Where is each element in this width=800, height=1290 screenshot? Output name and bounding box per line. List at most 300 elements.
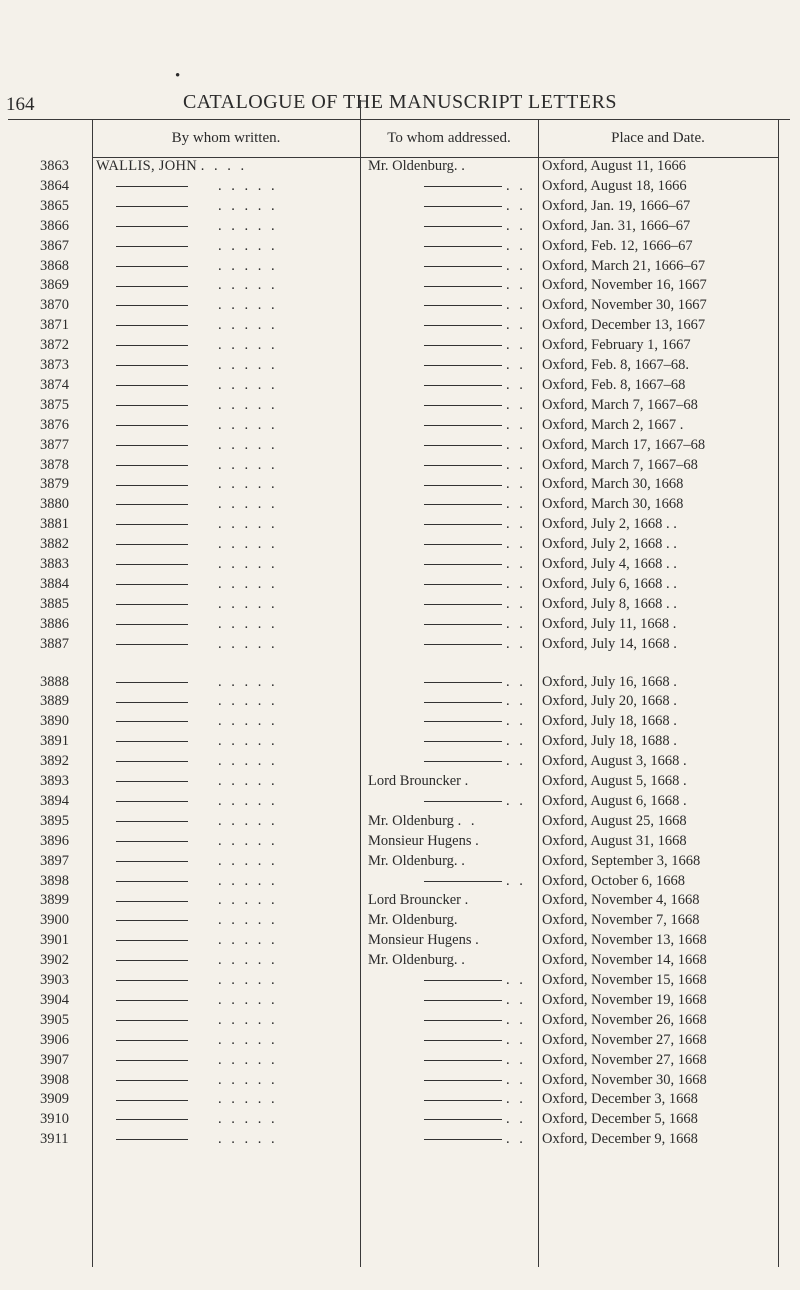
leader-dots: . . . . .	[218, 297, 278, 314]
entry-number: 3881	[40, 516, 69, 533]
ditto-dash	[116, 305, 188, 306]
table-top-rule	[8, 119, 790, 120]
leader-dots: . . . . .	[218, 733, 278, 750]
table-row	[0, 793, 800, 812]
entry-number: 3887	[40, 635, 69, 652]
writer-cell	[96, 1131, 358, 1148]
leader-dots: . . . . .	[218, 635, 278, 652]
table-row	[0, 1032, 800, 1051]
entry-number: 3898	[40, 872, 69, 889]
recipient-name: Mr. Oldenburg	[368, 812, 454, 829]
leader-dots: .	[464, 892, 472, 909]
leader-dots: . .	[506, 1031, 526, 1048]
table-row	[0, 277, 800, 296]
writer-cell	[96, 674, 358, 691]
leader-dots: . . . . .	[218, 177, 278, 194]
leader-dots: . .	[506, 456, 526, 473]
leader-dots: . . . . .	[218, 693, 278, 710]
ditto-dash	[116, 1080, 188, 1081]
entry-number: 3870	[40, 297, 69, 314]
ditto-dash	[116, 1060, 188, 1061]
leader-dots: . .	[506, 595, 526, 612]
leader-dots: . .	[506, 297, 526, 314]
place-date-cell: Oxford, March 30, 1668	[542, 476, 684, 493]
recipient-cell	[368, 1052, 536, 1069]
leader-dots: . .	[506, 536, 526, 553]
recipient-name: Lord Brouncker	[368, 773, 462, 789]
writer-cell	[96, 198, 358, 215]
leader-dots: .	[464, 773, 472, 789]
ditto-dash	[116, 564, 188, 565]
table-row	[0, 1091, 800, 1110]
table-row	[0, 377, 800, 396]
leader-dots: . . . . .	[218, 872, 278, 889]
ditto-dash	[116, 325, 188, 326]
entry-number: 3877	[40, 436, 69, 453]
entry-number: 3885	[40, 595, 69, 612]
ditto-dash	[424, 524, 502, 525]
recipient-cell	[368, 178, 536, 195]
writer-cell	[96, 1052, 358, 1069]
ditto-dash	[116, 761, 188, 762]
table-row	[0, 178, 800, 197]
entry-number: 3911	[40, 1131, 69, 1148]
ditto-dash	[116, 1020, 188, 1021]
recipient-cell	[368, 536, 536, 553]
recipient-cell	[368, 693, 536, 710]
leader-dots: . .	[506, 416, 526, 433]
entry-number: 3867	[40, 237, 69, 254]
table-row	[0, 556, 800, 575]
ditto-dash	[116, 1100, 188, 1101]
writer-name: WALLIS, JOHN	[96, 158, 198, 174]
ditto-dash	[116, 405, 188, 406]
entry-number: 3907	[40, 1051, 69, 1068]
place-date-cell: Oxford, December 9, 1668	[542, 1131, 698, 1148]
table-row	[0, 813, 800, 832]
printer-mark: •	[175, 68, 181, 84]
entry-number: 3894	[40, 792, 69, 809]
table-row	[0, 1052, 800, 1071]
recipient-cell	[368, 476, 536, 493]
place-date-cell: Oxford, August 31, 1668	[542, 832, 687, 849]
ditto-dash	[116, 186, 188, 187]
entry-number: 3886	[40, 615, 69, 632]
leader-dots: . .	[506, 197, 526, 214]
entry-number: 3872	[40, 337, 69, 354]
leader-dots: . . . . .	[218, 952, 278, 969]
recipient-cell	[368, 1072, 536, 1089]
recipient-name: Mr. Oldenburg.	[368, 912, 458, 929]
recipient-name: Monsieur Hugens	[368, 932, 472, 949]
place-date-cell: Oxford, March 7, 1667–68	[542, 396, 698, 413]
entry-number: 3868	[40, 257, 69, 274]
leader-dots: . . . . .	[218, 416, 278, 433]
place-date-cell: Oxford, November 30, 1668	[542, 1071, 707, 1088]
recipient-cell	[368, 596, 536, 613]
place-date-cell: Oxford, August 5, 1668 .	[542, 773, 687, 789]
leader-dots: . .	[506, 516, 526, 533]
recipient-cell	[368, 1111, 536, 1128]
ditto-dash	[424, 365, 502, 366]
ditto-dash	[116, 226, 188, 227]
place-date-cell: Oxford, November 30, 1667	[542, 297, 707, 314]
leader-dots: . .	[506, 476, 526, 493]
writer-cell	[96, 952, 358, 969]
leader-dots: . . . . .	[218, 852, 278, 869]
place-date-cell: Oxford, December 3, 1668	[542, 1091, 698, 1108]
leader-dots: . .	[506, 357, 526, 373]
ditto-dash	[424, 1119, 502, 1120]
ditto-dash	[116, 485, 188, 486]
writer-cell	[96, 912, 358, 929]
table-row	[0, 576, 800, 595]
recipient-name: Mr. Oldenburg.	[368, 158, 458, 174]
ditto-dash	[116, 980, 188, 981]
ditto-dash	[116, 286, 188, 287]
leader-dots: . . . . .	[218, 1051, 278, 1068]
ditto-dash	[116, 920, 188, 921]
entry-number: 3903	[40, 972, 69, 988]
place-date-cell: Oxford, March 2, 1667 .	[542, 416, 684, 433]
writer-cell	[96, 457, 358, 474]
leader-dots: . . . . .	[218, 753, 278, 770]
entry-number: 3873	[40, 357, 69, 373]
ditto-dash	[116, 1040, 188, 1041]
entry-number: 3902	[40, 952, 69, 969]
leader-dots: . .	[506, 177, 526, 194]
ditto-dash	[424, 682, 502, 683]
entry-number: 3865	[40, 197, 69, 214]
place-date-cell: Oxford, November 4, 1668	[542, 892, 700, 909]
recipient-name: Mr. Oldenburg.	[368, 952, 458, 969]
ditto-dash	[116, 741, 188, 742]
writer-cell	[96, 297, 358, 314]
entry-number: 3879	[40, 476, 69, 493]
leader-dots: . . . . .	[218, 575, 278, 592]
place-date-cell: Oxford, July 4, 1668 . .	[542, 556, 677, 572]
entry-number: 3909	[40, 1091, 69, 1108]
recipient-cell	[368, 496, 536, 513]
table-row	[0, 397, 800, 416]
recipient-cell	[368, 1012, 536, 1029]
entry-number: 3866	[40, 217, 69, 234]
ditto-dash	[424, 305, 502, 306]
place-date-cell: Oxford, November 19, 1668	[542, 991, 707, 1008]
ditto-dash	[424, 1100, 502, 1101]
ditto-dash	[424, 286, 502, 287]
leader-dots: .	[475, 932, 482, 949]
leader-dots: . . . . .	[218, 277, 278, 294]
entry-number: 3883	[40, 556, 69, 572]
leader-dots: . .	[506, 556, 526, 572]
table-row	[0, 912, 800, 931]
place-date-cell: Oxford, February 1, 1667	[542, 337, 691, 354]
column-header-recipient: To whom addressed.	[387, 130, 511, 146]
writer-cell	[96, 1032, 358, 1049]
leader-dots: . .	[506, 615, 526, 632]
recipient-cell	[368, 357, 536, 374]
leader-dots: . .	[506, 237, 526, 254]
writer-cell	[96, 932, 358, 949]
writer-cell	[96, 417, 358, 434]
recipient-cell	[368, 218, 536, 235]
place-date-cell: Oxford, November 27, 1668	[542, 1051, 707, 1068]
place-date-cell: Oxford, October 6, 1668	[542, 872, 685, 889]
writer-cell	[96, 773, 358, 790]
ditto-dash	[116, 365, 188, 366]
table-row	[0, 932, 800, 951]
place-date-cell: Oxford, August 11, 1666	[542, 158, 687, 174]
leader-dots: . .	[506, 376, 526, 393]
entry-number: 3864	[40, 177, 69, 194]
recipient-cell	[368, 992, 536, 1009]
leader-dots: . .	[506, 1111, 526, 1128]
table-row	[0, 417, 800, 436]
recipient-cell	[368, 853, 536, 870]
recipient-cell	[368, 674, 536, 691]
place-date-cell: Oxford, July 2, 1668 . .	[542, 516, 677, 533]
leader-dots: . . . . .	[218, 812, 278, 829]
recipient-cell	[368, 833, 536, 850]
leader-dots: . .	[506, 217, 526, 234]
recipient-cell	[368, 616, 536, 633]
entry-number: 3871	[40, 317, 69, 334]
entry-number: 3880	[40, 496, 69, 513]
writer-cell	[96, 1012, 358, 1029]
table-row	[0, 972, 800, 991]
ditto-dash	[424, 1020, 502, 1021]
ditto-dash	[424, 980, 502, 981]
leader-dots: . . . . .	[218, 1071, 278, 1088]
ditto-dash	[116, 682, 188, 683]
leader-dots: . . . . .	[218, 1031, 278, 1048]
ditto-dash	[424, 425, 502, 426]
ditto-dash	[424, 226, 502, 227]
writer-cell	[96, 258, 358, 275]
ditto-dash	[424, 741, 502, 742]
leader-dots: . .	[457, 812, 478, 829]
ditto-dash	[424, 1080, 502, 1081]
ditto-dash	[424, 1040, 502, 1041]
entry-number: 3908	[40, 1071, 69, 1088]
writer-cell	[96, 496, 358, 513]
place-date-cell: Oxford, July 14, 1668 .	[542, 635, 677, 652]
place-date-cell: Oxford, Feb. 8, 1667–68.	[542, 357, 690, 373]
table-row	[0, 853, 800, 872]
writer-cell	[96, 337, 358, 354]
leader-dots: . . . . .	[218, 1131, 278, 1148]
leader-dots: . .	[506, 1051, 526, 1068]
ditto-dash	[116, 584, 188, 585]
place-date-cell: Oxford, Feb. 8, 1667–68	[542, 376, 686, 393]
table-row	[0, 476, 800, 495]
recipient-cell	[368, 813, 536, 830]
ditto-dash	[424, 445, 502, 446]
table-row	[0, 833, 800, 852]
leader-dots: . .	[506, 277, 526, 294]
entry-number: 3874	[40, 376, 69, 393]
table-row	[0, 693, 800, 712]
leader-dots: . .	[506, 693, 526, 710]
leader-dots: . .	[506, 1011, 526, 1028]
entry-number: 3878	[40, 456, 69, 473]
leader-dots: . . . . .	[218, 773, 278, 789]
recipient-name: Lord Brouncker	[368, 892, 462, 909]
ditto-dash	[424, 246, 502, 247]
recipient-cell	[368, 952, 536, 969]
writer-cell	[96, 576, 358, 593]
leader-dots: . .	[506, 872, 526, 889]
ditto-dash	[424, 624, 502, 625]
place-date-cell: Oxford, Jan. 19, 1666–67	[542, 197, 691, 214]
leader-dots: . .	[506, 575, 526, 592]
recipient-cell	[368, 912, 536, 929]
place-date-cell: Oxford, July 18, 1668 .	[542, 713, 677, 730]
ditto-dash	[116, 881, 188, 882]
table-row	[0, 753, 800, 772]
recipient-cell	[368, 892, 536, 909]
writer-cell	[96, 693, 358, 710]
writer-cell	[96, 397, 358, 414]
table-row	[0, 198, 800, 217]
entry-number: 3904	[40, 991, 69, 1008]
writer-cell	[96, 1111, 358, 1128]
ditto-dash	[116, 1119, 188, 1120]
writer-cell	[96, 972, 358, 989]
leader-dots: . .	[506, 1091, 526, 1108]
leader-dots: . . . . .	[218, 972, 278, 988]
writer-cell	[96, 733, 358, 750]
leader-dots: . . . . .	[218, 595, 278, 612]
ditto-dash	[116, 544, 188, 545]
running-title: CATALOGUE OF THE MANUSCRIPT LETTERS	[182, 91, 618, 113]
table-row	[0, 457, 800, 476]
entry-number: 3884	[40, 575, 69, 592]
leader-dots: . .	[506, 753, 526, 770]
ditto-dash	[424, 504, 502, 505]
leader-dots: . . . . .	[218, 456, 278, 473]
writer-cell	[96, 158, 358, 175]
leader-dots: . . . . .	[218, 257, 278, 274]
entry-number: 3888	[40, 673, 69, 690]
ditto-dash	[116, 524, 188, 525]
recipient-cell	[368, 258, 536, 275]
entry-number: 3869	[40, 277, 69, 294]
leader-dots: . .	[506, 496, 526, 513]
leader-dots: . . . . .	[218, 832, 278, 849]
table-row	[0, 952, 800, 971]
entry-number: 3897	[40, 852, 69, 869]
table-row	[0, 357, 800, 376]
ditto-dash	[424, 584, 502, 585]
recipient-cell	[368, 297, 536, 314]
ditto-dash	[424, 564, 502, 565]
table-row	[0, 636, 800, 655]
recipient-cell	[368, 932, 536, 949]
table-row	[0, 892, 800, 911]
writer-cell	[96, 357, 358, 374]
table-row	[0, 733, 800, 752]
entry-number: 3875	[40, 396, 69, 413]
writer-cell	[96, 636, 358, 653]
place-date-cell: Oxford, November 7, 1668	[542, 912, 700, 929]
table-row	[0, 674, 800, 693]
place-date-cell: Oxford, March 30, 1668	[542, 496, 684, 513]
leader-dots: . .	[506, 1071, 526, 1088]
entry-number: 3896	[40, 832, 69, 849]
table-row	[0, 536, 800, 555]
column-header-place: Place and Date.	[611, 130, 705, 146]
leader-dots: . . . . .	[218, 337, 278, 354]
leader-dots: . . . . .	[218, 317, 278, 334]
recipient-cell	[368, 556, 536, 573]
writer-cell	[96, 536, 358, 553]
leader-dots: . .	[506, 635, 526, 652]
place-date-cell: Oxford, July 16, 1668 .	[542, 673, 677, 690]
place-date-cell: Oxford, July 18, 1688 .	[542, 733, 677, 750]
ditto-dash	[424, 604, 502, 605]
recipient-cell	[368, 873, 536, 890]
writer-cell	[96, 853, 358, 870]
recipient-cell	[368, 1131, 536, 1148]
table-row	[0, 596, 800, 615]
place-date-cell: Oxford, December 13, 1667	[542, 317, 706, 334]
table-row	[0, 1012, 800, 1031]
recipient-cell	[368, 576, 536, 593]
ditto-dash	[424, 721, 502, 722]
recipient-cell	[368, 397, 536, 414]
place-date-cell: Oxford, November 16, 1667	[542, 277, 707, 294]
recipient-cell	[368, 753, 536, 770]
place-date-cell: Oxford, Feb. 12, 1666–67	[542, 237, 693, 254]
entry-number: 3895	[40, 812, 69, 829]
writer-cell	[96, 317, 358, 334]
entry-number: 3910	[40, 1111, 69, 1128]
leader-dots: . .	[506, 991, 526, 1008]
ditto-dash	[424, 761, 502, 762]
leader-dots: . .	[506, 792, 526, 809]
leader-dots: . . . . .	[218, 912, 278, 929]
ditto-dash	[116, 345, 188, 346]
recipient-cell	[368, 793, 536, 810]
recipient-cell	[368, 337, 536, 354]
recipient-cell	[368, 277, 536, 294]
recipient-cell	[368, 417, 536, 434]
place-date-cell: Oxford, Jan. 31, 1666–67	[542, 217, 691, 234]
table-row	[0, 297, 800, 316]
writer-cell	[96, 238, 358, 255]
leader-dots: . . . . .	[218, 217, 278, 234]
ditto-dash	[424, 405, 502, 406]
leader-dots: . .	[506, 317, 526, 334]
ditto-dash	[116, 1000, 188, 1001]
ditto-dash	[116, 604, 188, 605]
leader-dots: . . . . .	[218, 932, 278, 949]
place-date-cell: Oxford, November 27, 1668	[542, 1031, 707, 1048]
recipient-cell	[368, 198, 536, 215]
ditto-dash	[424, 485, 502, 486]
place-date-cell: Oxford, November 14, 1668	[542, 952, 707, 969]
leader-dots: .	[475, 832, 482, 849]
column-header-writer: By whom written.	[171, 130, 281, 146]
recipient-name: Monsieur Hugens	[368, 832, 472, 849]
leader-dots: .	[461, 952, 468, 969]
leader-dots: . . . .	[200, 158, 248, 174]
ditto-dash	[424, 1060, 502, 1061]
writer-cell	[96, 713, 358, 730]
ditto-dash	[424, 801, 502, 802]
